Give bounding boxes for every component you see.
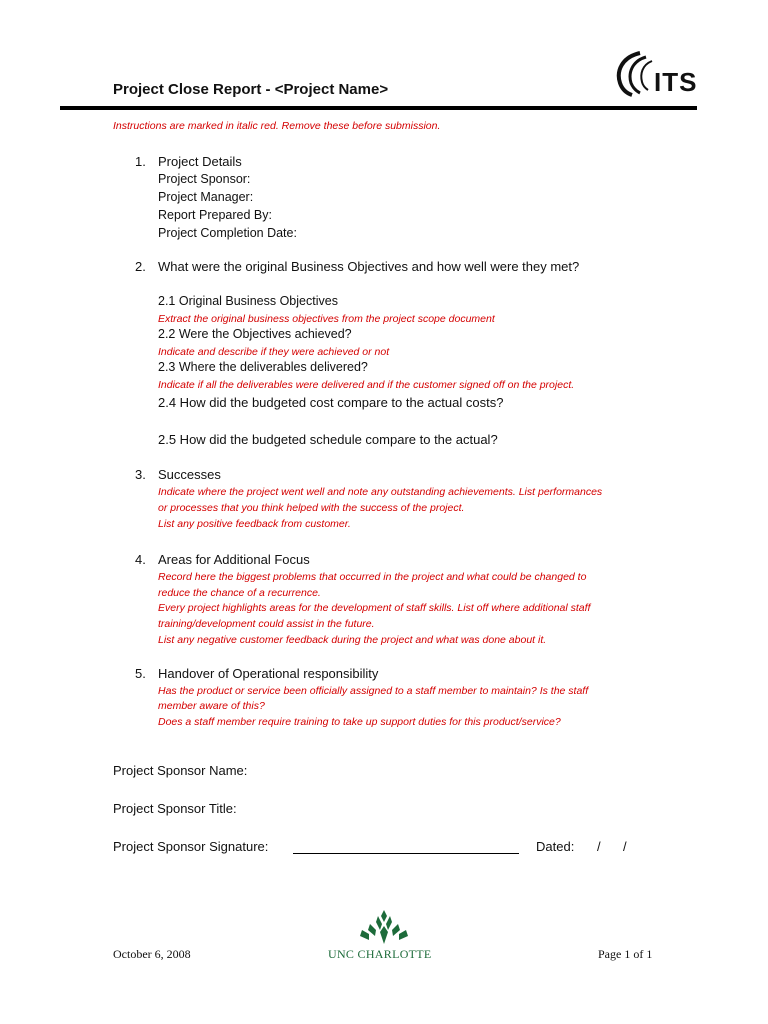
- section-4-instruction-line: Every project highlights areas for the development of staff skills. List off where additional staff: [158, 602, 591, 614]
- instructions-note: Instructions are marked in italic red. Remove these before submission.: [113, 120, 441, 132]
- university-name: UNC CHARLOTTE: [328, 947, 432, 961]
- subsection-2-5-label: 2.5 How did the budgeted schedule compare to the actual?: [158, 432, 498, 447]
- section-4-instruction-line: Record here the biggest problems that occurred in the project and what could be changed to: [158, 571, 587, 583]
- section-5-instruction-line: Does a staff member require training to take up support duties for this product/service?: [158, 716, 561, 728]
- section-4-instruction-line: List any negative customer feedback during the project and what was done about it.: [158, 634, 547, 646]
- unc-charlotte-crown-logo: [356, 910, 412, 946]
- signature-line[interactable]: [293, 853, 519, 854]
- subsection-2-1-instruction: Extract the original business objectives from the project scope document: [158, 313, 495, 325]
- section-1-heading: Project Details: [158, 154, 242, 169]
- its-logo-text: ITS: [654, 67, 698, 97]
- its-logo: [612, 47, 702, 101]
- section-5-instruction-line: member aware of this?: [158, 700, 265, 712]
- section-4-number: 4.: [135, 552, 146, 567]
- sponsor-signature-label: Project Sponsor Signature:: [113, 839, 269, 854]
- section-1-number: 1.: [135, 154, 146, 169]
- field-project-manager: Project Manager:: [158, 190, 254, 204]
- subsection-2-2-label: 2.2 Were the Objectives achieved?: [158, 327, 352, 341]
- section-3-instruction-line: List any positive feedback from customer.: [158, 518, 351, 530]
- dated-label: Dated:: [536, 839, 575, 854]
- page-title: Project Close Report - <Project Name>: [113, 81, 389, 98]
- section-5-number: 5.: [135, 666, 146, 681]
- section-5-heading: Handover of Operational responsibility: [158, 666, 379, 681]
- date-slash: /: [623, 839, 627, 854]
- subsection-2-2-instruction: Indicate and describe if they were achieved or not: [158, 346, 390, 358]
- section-3-number: 3.: [135, 467, 146, 482]
- subsection-2-3-label: 2.3 Where the deliverables delivered?: [158, 360, 368, 374]
- header-rule: [60, 106, 697, 110]
- section-2-number: 2.: [135, 259, 146, 274]
- field-project-completion-date: Project Completion Date:: [158, 226, 297, 240]
- subsection-2-4-label: 2.4 How did the budgeted cost compare to the actual costs?: [158, 395, 504, 410]
- sponsor-name-label: Project Sponsor Name:: [113, 763, 248, 778]
- subsection-2-1-label: 2.1 Original Business Objectives: [158, 294, 338, 308]
- section-3-heading: Successes: [158, 467, 221, 482]
- section-4-instruction-line: reduce the chance of a recurrence.: [158, 587, 321, 599]
- section-4-heading: Areas for Additional Focus: [158, 552, 310, 567]
- subsection-2-3-instruction: Indicate if all the deliverables were delivered and if the customer signed off on the project.: [158, 379, 575, 391]
- section-5-instruction-line: Has the product or service been officially assigned to a staff member to maintain? Is the staff: [158, 685, 589, 697]
- footer-date: October 6, 2008: [113, 947, 191, 961]
- footer-page-number: Page 1 of 1: [598, 947, 653, 961]
- date-slash: /: [597, 839, 601, 854]
- field-project-sponsor: Project Sponsor:: [158, 172, 251, 186]
- section-3-instruction-line: Indicate where the project went well and note any outstanding achievements. List performances: [158, 486, 603, 498]
- section-3-instruction-line: or processes that you think helped with the success of the project.: [158, 502, 465, 514]
- field-report-prepared-by: Report Prepared By:: [158, 208, 272, 222]
- section-2-heading: What were the original Business Objectives and how well were they met?: [158, 259, 580, 274]
- sponsor-title-label: Project Sponsor Title:: [113, 801, 237, 816]
- section-4-instruction-line: training/development could assist in the future.: [158, 618, 375, 630]
